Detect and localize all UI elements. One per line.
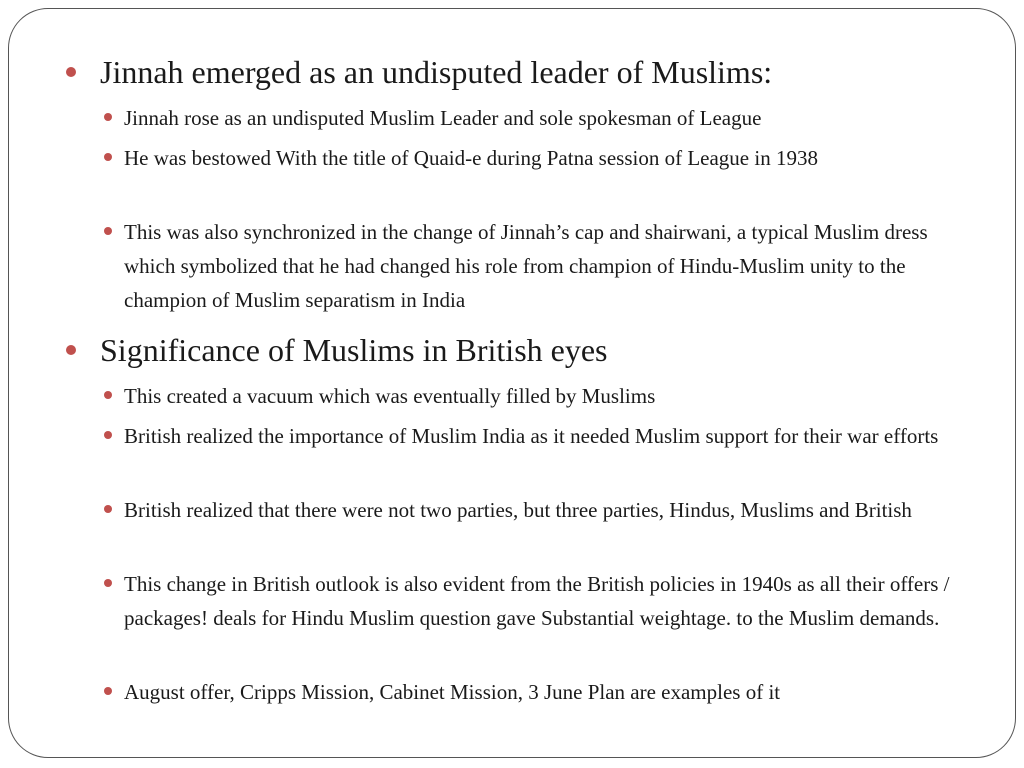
list-item <box>124 419 954 453</box>
section-heading-significance <box>100 331 608 369</box>
list-item-text: This change in British outlook is also evident from the British policies in 1940s as all their offers / packages! deals for Hindu Muslim question gave Substantial weightage. to the Muslim demands. <box>124 572 950 630</box>
bullet-icon <box>104 227 112 235</box>
list-item-text: This was also synchronized in the change of Jinnah’s cap and shairwani, a typical Muslim dress which symbolized that he had changed his role from champion of Hindu-Muslim unity to the champion of Muslim separatism in India <box>124 220 928 312</box>
section-heading-jinnah <box>100 53 772 91</box>
heading-text: Jinnah emerged as an undisputed leader of Muslims: <box>100 54 773 90</box>
bullet-icon <box>104 153 112 161</box>
list-item-text: British realized that there were not two parties, but three parties, Hindus, Muslims and British <box>124 498 912 522</box>
bullet-icon <box>104 505 112 513</box>
list-item-text: Jinnah rose as an undisputed Muslim Leader and sole spokesman of League <box>124 106 762 130</box>
bullet-icon <box>66 345 76 355</box>
list-item-text: He was bestowed With the title of Quaid-e during Patna session of League in 1938 <box>124 146 818 170</box>
heading-text: Significance of Muslims in British eyes <box>100 332 608 368</box>
list-item <box>124 493 954 527</box>
bullet-icon <box>104 431 112 439</box>
list-item <box>124 675 954 709</box>
bullet-icon <box>104 391 112 399</box>
list-item <box>124 141 954 175</box>
list-item <box>124 215 954 317</box>
bullet-icon <box>104 687 112 695</box>
list-item-text: August offer, Cripps Mission, Cabinet Mission, 3 June Plan are examples of it <box>124 680 781 704</box>
bullet-icon <box>66 67 76 77</box>
list-item-text: British realized the importance of Muslim India as it needed Muslim support for their war efforts <box>124 424 939 448</box>
list-item-text: This created a vacuum which was eventually filled by Muslims <box>124 384 656 408</box>
list-item <box>124 101 954 135</box>
bullet-icon <box>104 113 112 121</box>
list-item <box>124 379 954 413</box>
list-item <box>124 567 954 635</box>
bullet-icon <box>104 579 112 587</box>
